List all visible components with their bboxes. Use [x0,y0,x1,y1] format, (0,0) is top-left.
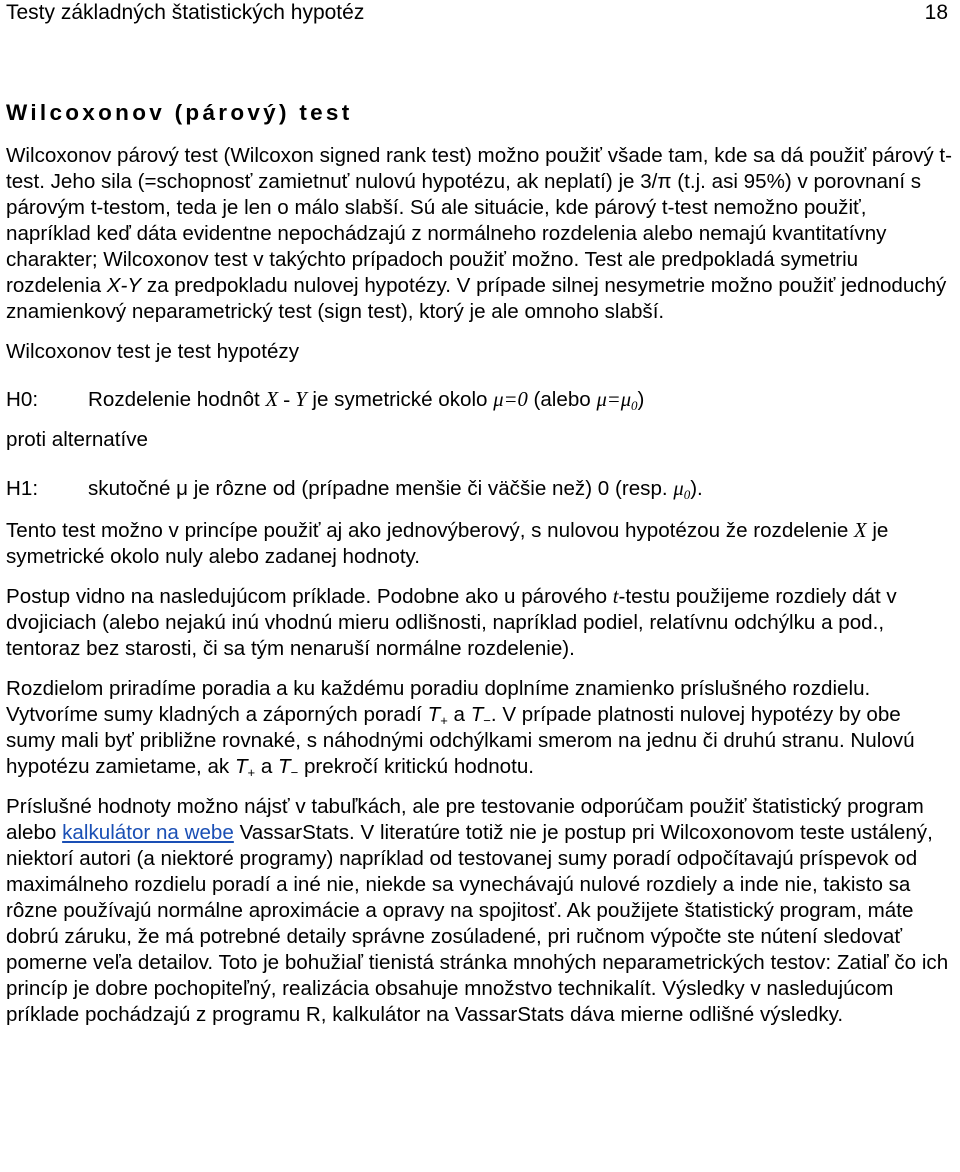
math-t-minus-2: T [278,755,291,778]
math-x: X [854,520,867,542]
ranks-text-a: Rozdielom priradíme poradia a ku každému poradiu doplníme znamienko príslušného rozdielu. Vytvoríme sumy kladných a záporných poradí [6,677,871,726]
ranks-and-1: a [447,703,471,726]
math-t-minus: T [470,703,484,726]
subscript-minus-2: − [290,765,299,780]
h0-text-c: (alebo [527,388,597,411]
paragraph-intro [6,143,954,325]
h0-label: H0: [6,388,39,411]
subscript-minus: − [483,713,491,728]
paragraph-one-sample [6,518,954,570]
math-x-minus-y: X-Y [106,274,142,297]
math-subscript-zero: 0 [631,398,638,413]
h1-text-a: skutočné μ je rôzne od (prípadne menšie či väčšie než) 0 (resp. [88,477,674,500]
h1-statement [88,476,703,502]
math-t-plus: T [427,703,441,726]
section-title: Wilcoxonov (párový) test [6,100,353,125]
alternative-hypothesis [6,476,954,502]
math-t-plus-2: T [234,755,248,778]
running-header-title: Testy základných štatistických hypotéz [6,1,365,24]
h0-text-a: Rozdelenie hodnôt [88,388,266,411]
paragraph-software [6,794,954,1028]
h1-label: H1: [6,477,39,500]
ranks-text-c: prekročí kritickú hodnotu. [298,755,535,778]
math-t: t [612,586,619,608]
page-number: 18 [924,1,948,24]
math-mu-zero: μ=0 [493,389,528,411]
paragraph-procedure [6,584,954,662]
one-sample-text-b: je symetrické okolo nuly alebo zadanej hodnoty. [6,519,889,568]
one-sample-text-a: Tento test možno v princípe použiť aj ako jednovýberový, s nulovou hypotézou že rozdelenie [6,519,854,542]
null-hypothesis [6,387,954,413]
document-page [6,0,954,1028]
h0-text-b: je symetrické okolo [306,388,494,411]
math-subscript-zero-h1: 0 [683,487,691,502]
software-text-b: VassarStats. V literatúre totiž nie je postup pri Wilcoxonovom teste ustálený, niektorí autori (a niektoré programy) napríklad od testovanej sumy poradí odpočítavajú príspevok od maximálneho rozdielu poradí a iné nie, niekde sa vynechávajú nulové rozdiely a inde nie, takisto sa rôzne používajú normálne aproximácie a opravy na spojitosť. Ak použijete štatistický program, máte dobrú záruku, že má potrebné detaily správne zosúladené, pri ručnom výpočte ste nútení sledovať pomerne veľa detailov. Toto je bohužiaľ tienistá stránka mnohých neparametrických testov: Zatiaľ čo ich princíp je dobre pochopiteľný, realizácia obsahuje množstvo technikalít. Výsledky v nasledujúcom príklade pochádzajú z programu R, kalkulátor na VassarStats dáva mierne odlišné výsledky. [6,821,949,1026]
ranks-text-b: . V prípade platnosti nulovej hypotézy by obe sumy mali byť približne rovnaké, s náhodnými odchýlkami smerom na jednu či druhú stranu. Nulovú hypotézu zamietame, ak [6,703,915,778]
running-header [6,0,954,25]
math-mu-eq-mu: μ=μ [596,389,632,411]
hypothesis-intro: Wilcoxonov test je test hypotézy [6,340,300,363]
h0-statement [88,387,644,413]
math-mu: μ [673,478,684,500]
subscript-plus-2: + [247,765,256,780]
ranks-and-2: a [255,755,279,778]
web-calculator-link[interactable]: kalkulátor na webe [62,821,234,844]
math-x-minus-y-h0: X - Y [265,389,307,411]
alternative-label: proti alternatíve [6,428,148,451]
paragraph-ranks [6,676,954,780]
h0-text-d: ) [637,388,645,411]
h1-text-b: ). [690,477,703,500]
subscript-plus: + [440,713,448,728]
procedure-text-b: -testu použijeme rozdiely dát v dvojiciach (alebo nejakú inú vhodnú mieru odlišnosti, napríklad podiel, relatívnu odchýlku a pod., tentoraz bez starosti, či sa tým nenaruší normálne rozdelenie). [6,585,897,660]
paragraph-intro-text-b: za predpokladu nulovej hypotézy. V prípade silnej nesymetrie možno použiť jednoduchý znamienkový neparametrický test (sign test), ktorý je ale omnoho slabší. [6,274,947,323]
software-text-a: Príslušné hodnoty možno nájsť v tabuľkách, ale pre testovanie odporúčam použiť štatistický program alebo [6,795,924,844]
paragraph-intro-text-a: Wilcoxonov párový test (Wilcoxon signed rank test) možno použiť všade tam, kde sa dá použiť párový t-test. Jeho sila (=schopnosť zamietnuť nulovú hypotézu, ak neplatí) je 3/π (t.j. asi 95%) v porovnaní s párovým t-testom, teda je len o málo slabší. Sú ale situácie, kde párový t-test nemožno použiť, napríklad keď dáta evidentne nepochádzajú z normálneho rozdelenia alebo nemajú kvantitatívny charakter; Wilcoxonov test v takýchto prípadoch použiť možno. Test ale predpokladá symetriu rozdelenia [6,144,953,297]
procedure-text-a: Postup vidno na nasledujúcom príklade. Podobne ako u párového [6,585,613,608]
